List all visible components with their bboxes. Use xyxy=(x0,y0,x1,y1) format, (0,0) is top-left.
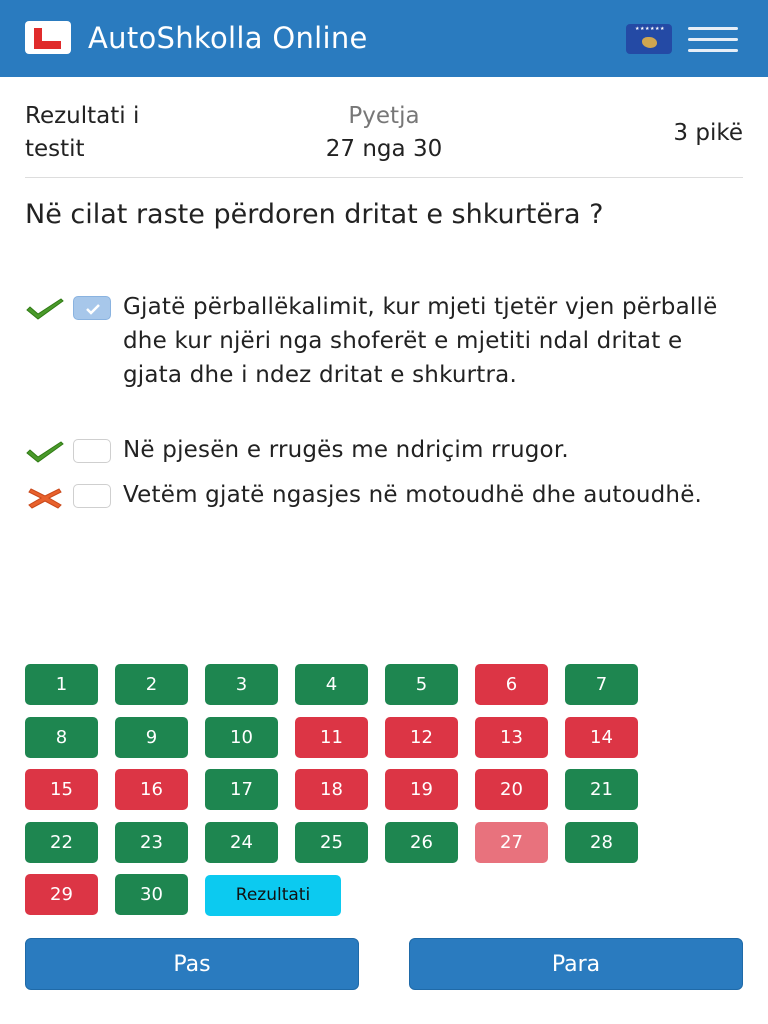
brand-title[interactable]: AutoShkolla Online xyxy=(88,21,368,55)
question-number-button[interactable]: 11 xyxy=(295,717,368,758)
question-number-button[interactable]: 10 xyxy=(205,717,278,758)
question-counter xyxy=(284,100,484,166)
question-number-button[interactable]: 14 xyxy=(565,717,638,758)
hamburger-menu-icon[interactable] xyxy=(688,25,738,53)
divider xyxy=(25,177,743,178)
test-result-label: Rezultati i testit xyxy=(25,103,140,162)
question-number-button[interactable]: 15 xyxy=(25,769,98,810)
question-number-button[interactable]: 19 xyxy=(385,769,458,810)
results-button[interactable]: Rezultati xyxy=(205,875,341,916)
top-navbar xyxy=(0,0,768,77)
question-counter-value: 27 nga 30 xyxy=(325,136,443,162)
question-text: Në cilat raste përdoren dritat e shkurtëra ? xyxy=(25,199,604,230)
answer-checkbox-3[interactable] xyxy=(73,484,111,508)
question-number-button[interactable]: 25 xyxy=(295,822,368,863)
question-number-button[interactable]: 16 xyxy=(115,769,188,810)
question-number-button[interactable]: 6 xyxy=(475,664,548,705)
question-number-button[interactable]: 5 xyxy=(385,664,458,705)
points-value: 3 pikë xyxy=(673,120,743,146)
question-number-button[interactable]: 28 xyxy=(565,822,638,863)
question-number-button[interactable]: 13 xyxy=(475,717,548,758)
next-button[interactable]: Para xyxy=(409,938,743,990)
question-number-button[interactable]: 2 xyxy=(115,664,188,705)
question-number-button[interactable]: 27 xyxy=(475,822,548,863)
question-counter-label: Pyetja xyxy=(348,103,420,129)
answer-checkbox-2[interactable] xyxy=(73,439,111,463)
answer-text-3: Vetëm gjatë ngasjes në motoudhë dhe autoudhë. xyxy=(123,482,703,508)
question-number-button[interactable]: 4 xyxy=(295,664,368,705)
check-mark-icon xyxy=(25,298,65,322)
question-number-button[interactable]: 7 xyxy=(565,664,638,705)
question-number-button[interactable]: 3 xyxy=(205,664,278,705)
l-plate-icon[interactable] xyxy=(25,21,71,54)
cross-mark-icon xyxy=(25,486,65,510)
answer-checkbox-1[interactable] xyxy=(73,296,111,320)
answer-text-2: Në pjesën e rrugës me ndriçim rrugor. xyxy=(123,437,569,463)
answer-text-1: Gjatë përballëkalimit, kur mjeti tjetër vjen përballë dhe kur njëri nga shoferët e mjetiti ndal dritat e gjata dhe i ndez dritat e shkurtra. xyxy=(123,294,718,388)
question-number-button[interactable]: 23 xyxy=(115,822,188,863)
question-number-button[interactable]: 22 xyxy=(25,822,98,863)
kosovo-flag-icon[interactable]: ★★★★★★ xyxy=(626,24,672,54)
question-number-button[interactable]: 1 xyxy=(25,664,98,705)
question-number-button[interactable]: 21 xyxy=(565,769,638,810)
question-number-button[interactable]: 26 xyxy=(385,822,458,863)
check-mark-icon xyxy=(25,441,65,465)
question-number-button[interactable]: 20 xyxy=(475,769,548,810)
question-number-button[interactable]: 9 xyxy=(115,717,188,758)
question-number-button[interactable]: 29 xyxy=(25,874,98,915)
question-number-button[interactable]: 8 xyxy=(25,717,98,758)
question-number-button[interactable]: 18 xyxy=(295,769,368,810)
question-number-button[interactable]: 24 xyxy=(205,822,278,863)
question-number-button[interactable]: 12 xyxy=(385,717,458,758)
previous-button[interactable]: Pas xyxy=(25,938,359,990)
question-number-button[interactable]: 30 xyxy=(115,874,188,915)
checkbox-tick-icon xyxy=(74,297,112,321)
question-number-button[interactable]: 17 xyxy=(205,769,278,810)
